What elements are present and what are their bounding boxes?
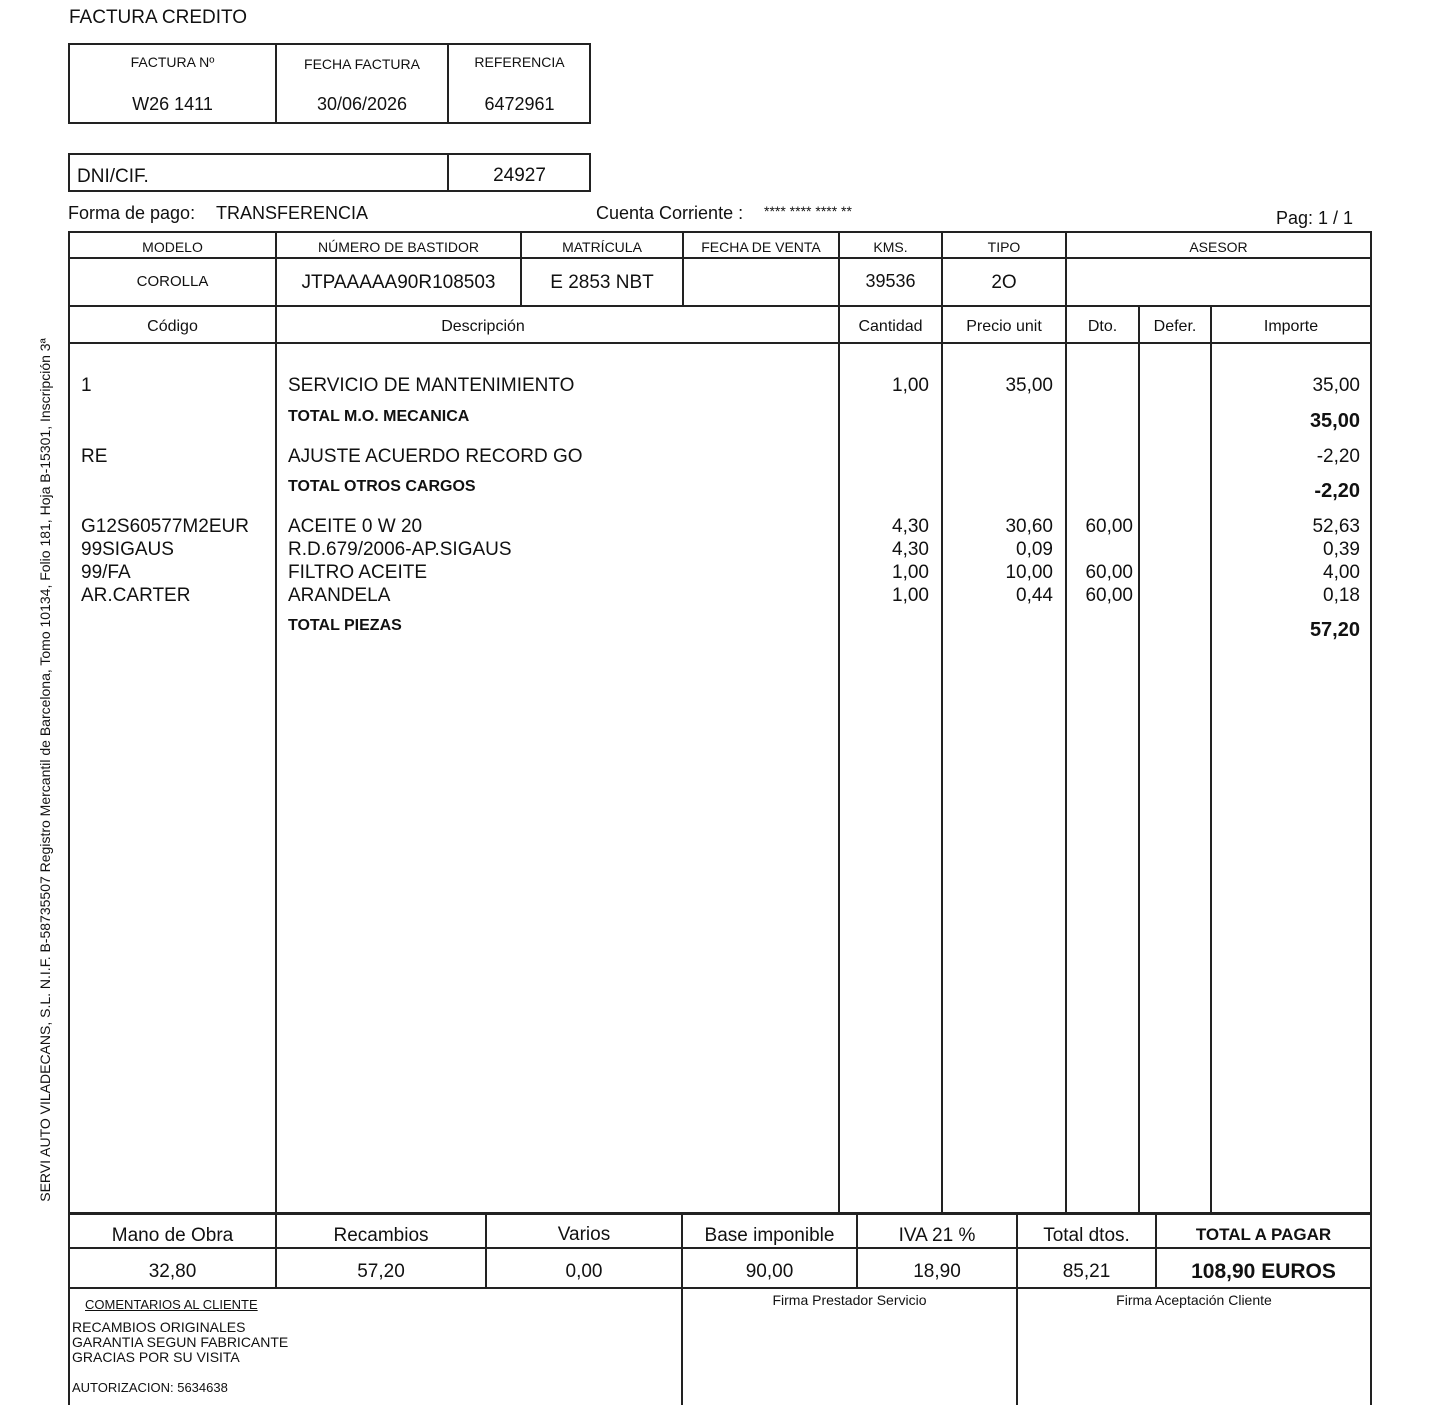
divider — [68, 257, 1372, 259]
client-signature-label: Firma Aceptación Cliente — [1116, 1292, 1272, 1308]
line-amount: 52,63 — [1312, 516, 1360, 537]
labor-value: 32,80 — [148, 1261, 197, 1282]
bank-account-value: **** **** **** ** — [764, 203, 852, 219]
tax-base-value: 90,00 — [745, 1261, 794, 1282]
line-discount: 60,00 — [1085, 562, 1133, 583]
total-due-value: 108,90 EUROS — [1191, 1260, 1336, 1283]
vehicle-header-advisor: ASESOR — [1189, 239, 1248, 255]
items-header-amount: Importe — [1263, 318, 1319, 335]
line-unit-price: 0,09 — [1016, 539, 1053, 560]
reference-label: REFERENCIA — [474, 54, 565, 70]
total-discounts-value: 85,21 — [1062, 1261, 1111, 1282]
line-unit-price: 10,00 — [1005, 562, 1053, 583]
line-discount: 60,00 — [1085, 585, 1133, 606]
line-unit-price: 0,44 — [1016, 585, 1053, 606]
vehicle-plate: E 2853 NBT — [550, 272, 654, 293]
bank-account-label: Cuenta Corriente : — [596, 203, 744, 223]
subtotal-amount: 35,00 — [1309, 410, 1360, 432]
subtotal-amount: -2,20 — [1314, 480, 1360, 502]
vehicle-header-km: KMS. — [873, 239, 908, 255]
total-discounts-label: Total dtos. — [1043, 1225, 1130, 1246]
vehicle-header-vin: NÚMERO DE BASTIDOR — [317, 239, 479, 255]
vehicle-header-model: MODELO — [142, 239, 203, 255]
line-unit-price: 30,60 — [1005, 516, 1053, 537]
divider — [1138, 305, 1140, 1214]
divider — [68, 1247, 1372, 1249]
divider — [941, 305, 943, 1214]
line-description: FILTRO ACEITE — [288, 562, 428, 583]
line-code: 99SIGAUS — [81, 539, 174, 560]
items-header-quantity: Cantidad — [858, 318, 923, 335]
items-header-deferred: Defer. — [1153, 318, 1197, 335]
line-description: R.D.679/2006-AP.SIGAUS — [288, 539, 512, 560]
line-unit-price: 35,00 — [1005, 375, 1053, 396]
divider — [838, 305, 840, 1214]
divider — [275, 305, 277, 1214]
line-description: SERVICIO DE MANTENIMIENTO — [288, 375, 575, 396]
divider — [1370, 1289, 1372, 1405]
payment-method-label: Forma de pago: — [68, 203, 196, 223]
line-quantity: 4,30 — [892, 516, 929, 537]
line-code: RE — [81, 446, 108, 467]
line-quantity: 1,00 — [892, 585, 929, 606]
invoice-number-value: W26 1411 — [132, 94, 213, 114]
subtotal-amount: 57,20 — [1309, 619, 1360, 641]
misc-label: Varios — [557, 1224, 611, 1245]
vehicle-header-plate: MATRÍCULA — [562, 239, 642, 255]
comment-line: GRACIAS POR SU VISITA — [72, 1349, 240, 1365]
items-header-discount: Dto. — [1087, 318, 1118, 335]
subtotal-label: TOTAL PIEZAS — [288, 617, 402, 634]
vehicle-model: COROLLA — [136, 273, 209, 290]
line-quantity: 1,00 — [892, 562, 929, 583]
main-table — [68, 231, 1372, 1214]
vat-label: IVA 21 % — [898, 1225, 976, 1246]
line-amount: 0,18 — [1323, 585, 1360, 606]
line-code: 1 — [81, 375, 92, 396]
client-id-value: 24927 — [493, 165, 546, 186]
line-description: AJUSTE ACUERDO RECORD GO — [288, 446, 583, 467]
company-registry-text: SERVI AUTO VILADECANS, S.L. N.I.F. B-58735507 Registro Mercantil de Barcelona, Tomo 10134, Folio 181, Hoja B-15301, Inscripción 3ª — [37, 338, 53, 1202]
items-header-code: Código — [147, 318, 198, 335]
comment-line: GARANTIA SEGUN FABRICANTE — [72, 1334, 289, 1350]
items-header-description: Descripción — [441, 318, 525, 335]
line-code: AR.CARTER — [81, 585, 191, 606]
invoice-number-label: FACTURA Nº — [130, 54, 215, 70]
line-amount: 4,00 — [1323, 562, 1360, 583]
labor-label: Mano de Obra — [111, 1225, 234, 1246]
subtotal-label: TOTAL OTROS CARGOS — [288, 478, 476, 495]
items-header-unit-price: Precio unit — [966, 318, 1042, 335]
line-code: 99/FA — [81, 562, 131, 583]
line-code: G12S60577M2EUR — [81, 516, 249, 537]
client-id-label: DNI/CIF. — [77, 166, 149, 187]
vehicle-header-type: TIPO — [987, 239, 1021, 255]
vehicle-type: 2O — [991, 272, 1017, 293]
vehicle-vin: JTPAAAAA90R108503 — [301, 272, 496, 293]
provider-signature-label: Firma Prestador Servicio — [772, 1292, 927, 1308]
divider — [68, 1289, 70, 1405]
total-due-label: TOTAL A PAGAR — [1195, 1225, 1332, 1244]
vat-value: 18,90 — [913, 1261, 961, 1282]
divider — [1065, 305, 1067, 1214]
line-description: ARANDELA — [288, 585, 391, 606]
divider — [68, 305, 1372, 307]
line-description: ACEITE 0 W 20 — [288, 516, 423, 537]
divider — [68, 342, 1372, 344]
page-number: Pag: 1 / 1 — [1276, 208, 1354, 228]
line-amount: -2,20 — [1316, 446, 1360, 467]
line-quantity: 4,30 — [892, 539, 929, 560]
subtotal-label: TOTAL M.O. MECANICA — [288, 408, 470, 425]
parts-label: Recambios — [333, 1225, 429, 1246]
payment-method-value: TRANSFERENCIA — [216, 203, 369, 223]
authorization-code: AUTORIZACION: 5634638 — [72, 1380, 228, 1395]
vehicle-header-sale-date: FECHA DE VENTA — [701, 239, 821, 255]
invoice-date-label: FECHA FACTURA — [304, 56, 420, 72]
line-amount: 35,00 — [1312, 375, 1360, 396]
tax-base-label: Base imponible — [704, 1225, 835, 1246]
vehicle-km: 39536 — [865, 271, 916, 291]
invoice-date-value: 30/06/2026 — [316, 94, 408, 114]
reference-value: 6472961 — [484, 94, 555, 114]
divider — [1210, 305, 1212, 1214]
comment-line: RECAMBIOS ORIGINALES — [72, 1319, 246, 1335]
parts-value: 57,20 — [357, 1261, 405, 1282]
line-discount: 60,00 — [1085, 516, 1133, 537]
line-amount: 0,39 — [1323, 539, 1360, 560]
document-title: FACTURA CREDITO — [69, 7, 248, 28]
comments-title: COMENTARIOS AL CLIENTE — [85, 1297, 258, 1312]
misc-value: 0,00 — [565, 1261, 603, 1282]
line-quantity: 1,00 — [892, 375, 929, 396]
